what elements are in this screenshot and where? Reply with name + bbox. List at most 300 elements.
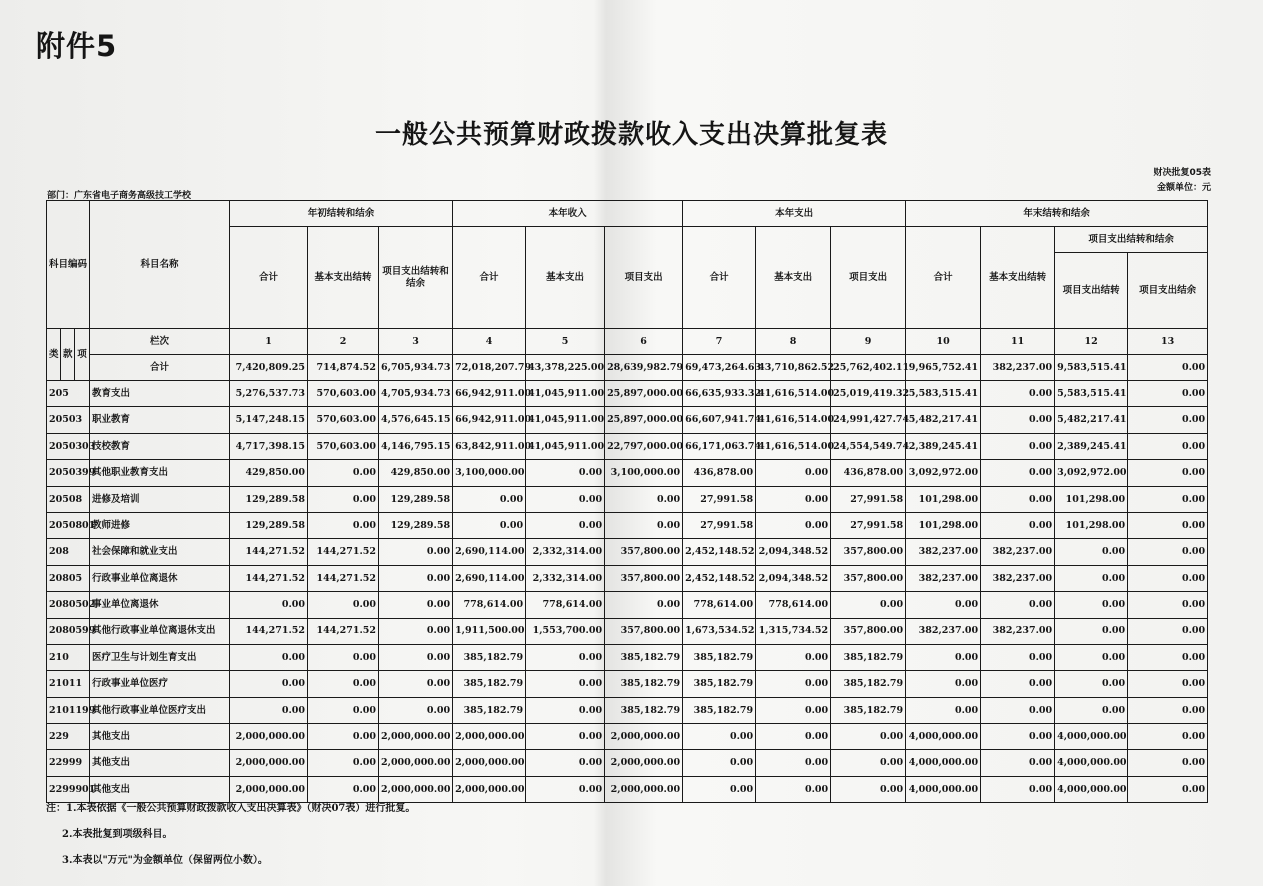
row-value: 0.00: [453, 486, 526, 512]
row-value: 5,482,217.41: [1055, 407, 1128, 433]
row-value: 5,583,515.41: [906, 381, 981, 407]
row-value: 0.00: [906, 644, 981, 670]
row-code: 2101199: [47, 697, 90, 723]
row-value: 0.00: [981, 776, 1055, 802]
row-value: 0.00: [981, 750, 1055, 776]
row-value: 129,289.58: [379, 486, 453, 512]
row-value: 778,614.00: [756, 592, 831, 618]
row-value: 0.00: [230, 697, 308, 723]
row-value: 0.00: [1055, 565, 1128, 591]
col-header-12: 项目支出结转: [1055, 253, 1128, 329]
col-header-7: 合计: [683, 227, 756, 329]
row-code: 210: [47, 644, 90, 670]
total-value: 0.00: [1128, 355, 1208, 381]
row-value: 0.00: [526, 671, 605, 697]
row-value: 2,389,245.41: [1055, 433, 1128, 459]
row-value: 41,045,911.00: [526, 381, 605, 407]
row-value: 385,182.79: [831, 671, 906, 697]
row-value: 0.00: [526, 697, 605, 723]
row-value: 5,276,537.73: [230, 381, 308, 407]
row-value: 0.00: [526, 776, 605, 802]
row-value: 2,000,000.00: [379, 750, 453, 776]
row-value: 0.00: [981, 433, 1055, 459]
row-value: 0.00: [308, 750, 379, 776]
row-value: 382,237.00: [981, 539, 1055, 565]
row-value: 570,603.00: [308, 381, 379, 407]
row-value: 570,603.00: [308, 407, 379, 433]
col-header-11: 基本支出结转: [981, 227, 1055, 329]
row-value: 5,482,217.41: [906, 407, 981, 433]
department-label: 部门：广东省电子商务高级技工学校: [47, 191, 192, 201]
column-number-row: [47, 329, 1208, 355]
row-value: 22,797,000.00: [605, 433, 683, 459]
row-value: 2,000,000.00: [453, 724, 526, 750]
row-value: 0.00: [230, 644, 308, 670]
row-name: 教育支出: [90, 381, 230, 407]
row-code: 229: [47, 724, 90, 750]
row-value: 0.00: [683, 724, 756, 750]
table-row: [47, 618, 1208, 644]
row-value: 385,182.79: [683, 671, 756, 697]
row-name: 其他支出: [90, 750, 230, 776]
row-value: 0.00: [1055, 618, 1128, 644]
row-value: 0.00: [1128, 776, 1208, 802]
row-value: 0.00: [1055, 592, 1128, 618]
row-value: 0.00: [831, 592, 906, 618]
row-value: 0.00: [526, 750, 605, 776]
row-value: 101,298.00: [1055, 512, 1128, 538]
total-value: 9,965,752.41: [906, 355, 981, 381]
row-value: 0.00: [756, 776, 831, 802]
col-number: 9: [831, 329, 906, 355]
row-value: 0.00: [1128, 433, 1208, 459]
total-row: [47, 355, 1208, 381]
row-value: 0.00: [379, 539, 453, 565]
col-header-8: 基本支出: [756, 227, 831, 329]
row-value: 0.00: [981, 644, 1055, 670]
row-value: 0.00: [230, 592, 308, 618]
row-value: 66,171,063.74: [683, 433, 756, 459]
row-name: 技校教育: [90, 433, 230, 459]
row-value: 0.00: [981, 697, 1055, 723]
row-value: 2,332,314.00: [526, 565, 605, 591]
row-value: 0.00: [683, 750, 756, 776]
row-code: 2050303: [47, 433, 90, 459]
row-value: 0.00: [308, 486, 379, 512]
row-value: 2,000,000.00: [379, 776, 453, 802]
row-value: 385,182.79: [453, 671, 526, 697]
table-row: [47, 460, 1208, 486]
row-value: 4,705,934.73: [379, 381, 453, 407]
row-value: 41,616,514.00: [756, 381, 831, 407]
row-value: 2,332,314.00: [526, 539, 605, 565]
row-value: 4,000,000.00: [906, 776, 981, 802]
row-value: 0.00: [308, 697, 379, 723]
row-value: 0.00: [1055, 671, 1128, 697]
row-value: 429,850.00: [230, 460, 308, 486]
row-value: 144,271.52: [230, 618, 308, 644]
row-value: 2,389,245.41: [906, 433, 981, 459]
row-value: 0.00: [308, 512, 379, 538]
row-value: 0.00: [756, 724, 831, 750]
row-value: 4,000,000.00: [1055, 776, 1128, 802]
row-value: 5,147,248.15: [230, 407, 308, 433]
row-value: 0.00: [756, 486, 831, 512]
col-header-9: 项目支出: [831, 227, 906, 329]
total-value: 7,420,809.25: [230, 355, 308, 381]
row-value: 0.00: [831, 724, 906, 750]
row-value: 1,315,734.52: [756, 618, 831, 644]
row-value: 0.00: [379, 618, 453, 644]
group-header-1: 本年收入: [453, 201, 683, 227]
project-balance-group-header: 项目支出结转和结余: [1055, 227, 1208, 253]
row-value: 0.00: [981, 407, 1055, 433]
row-value: 41,045,911.00: [526, 407, 605, 433]
row-code: 22999: [47, 750, 90, 776]
row-value: 0.00: [1128, 539, 1208, 565]
row-value: 2,452,148.52: [683, 539, 756, 565]
row-value: 382,237.00: [906, 539, 981, 565]
row-value: 357,800.00: [605, 565, 683, 591]
row-value: 0.00: [605, 486, 683, 512]
row-value: 0.00: [379, 592, 453, 618]
row-value: 0.00: [756, 512, 831, 538]
row-value: 0.00: [605, 512, 683, 538]
row-value: 2,000,000.00: [379, 724, 453, 750]
total-value: 43,710,862.52: [756, 355, 831, 381]
row-value: 778,614.00: [526, 592, 605, 618]
row-value: 0.00: [526, 486, 605, 512]
row-code: 20503: [47, 407, 90, 433]
code-part-class: 类: [47, 329, 61, 381]
amount-unit: 金额单位：元: [1156, 183, 1211, 193]
row-value: 0.00: [1128, 407, 1208, 433]
row-code: 2080599: [47, 618, 90, 644]
row-value: 129,289.58: [230, 486, 308, 512]
row-value: 1,553,700.00: [526, 618, 605, 644]
row-value: 570,603.00: [308, 433, 379, 459]
row-value: 0.00: [756, 671, 831, 697]
row-value: 0.00: [683, 776, 756, 802]
col-header-10: 合计: [906, 227, 981, 329]
row-name: 其他行政事业单位离退休支出: [90, 618, 230, 644]
row-value: 778,614.00: [683, 592, 756, 618]
row-value: 0.00: [981, 671, 1055, 697]
row-value: 0.00: [756, 697, 831, 723]
row-value: 385,182.79: [683, 697, 756, 723]
row-value: 2,690,114.00: [453, 539, 526, 565]
row-value: 24,554,549.74: [831, 433, 906, 459]
row-value: 4,000,000.00: [906, 724, 981, 750]
row-value: 25,019,419.32: [831, 381, 906, 407]
row-value: 357,800.00: [831, 565, 906, 591]
row-name: 行政事业单位医疗: [90, 671, 230, 697]
row-value: 2,000,000.00: [605, 750, 683, 776]
col-header-6: 项目支出: [605, 227, 683, 329]
row-value: 0.00: [981, 486, 1055, 512]
row-value: 0.00: [453, 512, 526, 538]
form-number: 财决批复05表: [1153, 168, 1211, 178]
total-value: 6,705,934.73: [379, 355, 453, 381]
header-row-groups: [47, 201, 1208, 227]
col-header-4: 合计: [453, 227, 526, 329]
row-value: 0.00: [605, 592, 683, 618]
table-row: [47, 486, 1208, 512]
row-name: 社会保障和就业支出: [90, 539, 230, 565]
row-name: 事业单位离退休: [90, 592, 230, 618]
row-code: 2299901: [47, 776, 90, 802]
col-number: 5: [526, 329, 605, 355]
row-value: 4,717,398.15: [230, 433, 308, 459]
table-row: [47, 539, 1208, 565]
row-value: 2,690,114.00: [453, 565, 526, 591]
row-value: 66,607,941.74: [683, 407, 756, 433]
row-value: 0.00: [308, 671, 379, 697]
row-value: 0.00: [379, 565, 453, 591]
row-value: 357,800.00: [605, 618, 683, 644]
row-value: 5,583,515.41: [1055, 381, 1128, 407]
row-value: 66,942,911.00: [453, 381, 526, 407]
row-value: 436,878.00: [831, 460, 906, 486]
row-value: 2,094,348.52: [756, 539, 831, 565]
col-number: 3: [379, 329, 453, 355]
row-value: 0.00: [756, 750, 831, 776]
total-value: 714,874.52: [308, 355, 379, 381]
row-value: 144,271.52: [308, 565, 379, 591]
total-value: 25,762,402.11: [831, 355, 906, 381]
total-value: 9,583,515.41: [1055, 355, 1128, 381]
total-label: 合计: [90, 355, 230, 381]
row-code: 208: [47, 539, 90, 565]
col-number: 4: [453, 329, 526, 355]
row-value: 0.00: [526, 460, 605, 486]
row-value: 0.00: [906, 697, 981, 723]
col-number: 8: [756, 329, 831, 355]
col-number: 12: [1055, 329, 1128, 355]
row-value: 0.00: [1128, 724, 1208, 750]
row-name: 进修及培训: [90, 486, 230, 512]
row-code: 20508: [47, 486, 90, 512]
table-row: [47, 697, 1208, 723]
row-code: 20805: [47, 565, 90, 591]
row-value: 0.00: [906, 671, 981, 697]
row-value: 357,800.00: [831, 539, 906, 565]
row-code: 21011: [47, 671, 90, 697]
row-value: 0.00: [1128, 512, 1208, 538]
row-value: 0.00: [1128, 592, 1208, 618]
row-value: 101,298.00: [906, 512, 981, 538]
row-value: 0.00: [308, 776, 379, 802]
row-value: 129,289.58: [230, 512, 308, 538]
table-body: [47, 381, 1208, 803]
row-value: 27,991.58: [831, 486, 906, 512]
col-number: 11: [981, 329, 1055, 355]
row-value: 0.00: [379, 671, 453, 697]
footnotes: [46, 796, 415, 874]
row-value: 2,094,348.52: [756, 565, 831, 591]
row-value: 129,289.58: [379, 512, 453, 538]
row-value: 0.00: [756, 644, 831, 670]
row-value: 385,182.79: [605, 644, 683, 670]
table-row: [47, 407, 1208, 433]
row-value: 0.00: [308, 644, 379, 670]
row-name: 其他行政事业单位医疗支出: [90, 697, 230, 723]
table-row: [47, 724, 1208, 750]
code-part-section: 款: [61, 329, 75, 381]
row-value: 3,100,000.00: [453, 460, 526, 486]
row-value: 4,000,000.00: [1055, 750, 1128, 776]
row-code: 2050399: [47, 460, 90, 486]
row-value: 25,897,000.00: [605, 407, 683, 433]
total-value: 382,237.00: [981, 355, 1055, 381]
row-value: 0.00: [379, 697, 453, 723]
row-value: 0.00: [1128, 671, 1208, 697]
table-row: [47, 433, 1208, 459]
row-value: 0.00: [1128, 644, 1208, 670]
row-value: 27,991.58: [683, 512, 756, 538]
total-value: 72,018,207.79: [453, 355, 526, 381]
approval-table: [46, 200, 1208, 803]
row-code: 2050801: [47, 512, 90, 538]
row-value: 385,182.79: [605, 697, 683, 723]
col-header-3: 项目支出结转和结余: [379, 227, 453, 329]
row-value: 385,182.79: [453, 644, 526, 670]
table-row: [47, 671, 1208, 697]
row-value: 66,635,933.32: [683, 381, 756, 407]
row-value: 0.00: [756, 460, 831, 486]
total-value: 69,473,264.63: [683, 355, 756, 381]
row-value: 2,000,000.00: [230, 750, 308, 776]
row-value: 25,897,000.00: [605, 381, 683, 407]
group-header-0: 年初结转和结余: [230, 201, 453, 227]
name-col-header: 科目名称: [90, 201, 230, 329]
row-value: 2,000,000.00: [230, 724, 308, 750]
row-value: 0.00: [831, 776, 906, 802]
row-value: 385,182.79: [831, 697, 906, 723]
table-row: [47, 644, 1208, 670]
row-value: 382,237.00: [906, 618, 981, 644]
row-value: 2,000,000.00: [605, 724, 683, 750]
col-header-5: 基本支出: [526, 227, 605, 329]
row-value: 2,000,000.00: [453, 750, 526, 776]
col-number: 6: [605, 329, 683, 355]
row-value: 63,842,911.00: [453, 433, 526, 459]
row-value: 4,000,000.00: [906, 750, 981, 776]
row-value: 0.00: [308, 592, 379, 618]
row-value: 0.00: [1055, 644, 1128, 670]
row-value: 144,271.52: [308, 539, 379, 565]
row-value: 0.00: [1128, 460, 1208, 486]
row-value: 27,991.58: [683, 486, 756, 512]
row-value: 0.00: [526, 724, 605, 750]
table-row: [47, 750, 1208, 776]
col-number: 2: [308, 329, 379, 355]
row-value: 41,616,514.00: [756, 407, 831, 433]
row-value: 0.00: [831, 750, 906, 776]
row-value: 2,000,000.00: [605, 776, 683, 802]
row-index-label: 栏次: [90, 329, 230, 355]
row-value: 0.00: [230, 671, 308, 697]
row-value: 429,850.00: [379, 460, 453, 486]
row-value: 0.00: [1128, 565, 1208, 591]
row-name: 教师进修: [90, 512, 230, 538]
row-value: 382,237.00: [981, 565, 1055, 591]
row-value: 3,092,972.00: [1055, 460, 1128, 486]
row-value: 0.00: [1128, 697, 1208, 723]
footnote-2: 2.本表批复到项级科目。: [62, 829, 173, 840]
table-row: [47, 512, 1208, 538]
row-value: 0.00: [1128, 381, 1208, 407]
row-name: 医疗卫生与计划生育支出: [90, 644, 230, 670]
row-value: 2,000,000.00: [230, 776, 308, 802]
table-row: [47, 565, 1208, 591]
row-value: 0.00: [1055, 697, 1128, 723]
footnote-1: 注：1.本表依据《一般公共预算财政拨款收入支出决算表》（财决07表）进行批复。: [46, 803, 416, 814]
row-value: 4,146,795.15: [379, 433, 453, 459]
row-value: 0.00: [981, 592, 1055, 618]
row-value: 4,000,000.00: [1055, 724, 1128, 750]
table-row: [47, 592, 1208, 618]
row-value: 24,991,427.74: [831, 407, 906, 433]
col-number: 7: [683, 329, 756, 355]
footnote-3: 3.本表以"万元"为金额单位（保留两位小数）。: [62, 855, 268, 866]
col-header-1: 合计: [230, 227, 308, 329]
col-number: 13: [1128, 329, 1208, 355]
row-value: 385,182.79: [453, 697, 526, 723]
row-value: 0.00: [906, 592, 981, 618]
row-value: 144,271.52: [308, 618, 379, 644]
row-value: 0.00: [308, 460, 379, 486]
row-value: 357,800.00: [605, 539, 683, 565]
row-value: 3,100,000.00: [605, 460, 683, 486]
row-name: 其他职业教育支出: [90, 460, 230, 486]
row-value: 357,800.00: [831, 618, 906, 644]
total-value: 43,378,225.00: [526, 355, 605, 381]
row-value: 4,576,645.15: [379, 407, 453, 433]
row-value: 0.00: [1128, 618, 1208, 644]
row-name: 职业教育: [90, 407, 230, 433]
row-value: 1,673,534.52: [683, 618, 756, 644]
total-value: 28,639,982.79: [605, 355, 683, 381]
row-value: 101,298.00: [1055, 486, 1128, 512]
row-value: 0.00: [308, 724, 379, 750]
row-value: 3,092,972.00: [906, 460, 981, 486]
row-value: 0.00: [526, 644, 605, 670]
row-value: 2,000,000.00: [453, 776, 526, 802]
row-value: 0.00: [981, 381, 1055, 407]
row-value: 0.00: [379, 644, 453, 670]
page-title: 一般公共预算财政拨款收入支出决算批复表: [374, 120, 888, 150]
row-value: 385,182.79: [605, 671, 683, 697]
col-header-2: 基本支出结转: [308, 227, 379, 329]
row-value: 385,182.79: [831, 644, 906, 670]
row-value: 0.00: [526, 512, 605, 538]
row-value: 436,878.00: [683, 460, 756, 486]
row-value: 0.00: [981, 724, 1055, 750]
row-value: 66,942,911.00: [453, 407, 526, 433]
row-value: 0.00: [981, 460, 1055, 486]
row-value: 27,991.58: [831, 512, 906, 538]
code-part-item: 项: [75, 329, 90, 381]
row-value: 0.00: [1128, 486, 1208, 512]
row-name: 其他支出: [90, 776, 230, 802]
row-value: 0.00: [1128, 750, 1208, 776]
row-value: 385,182.79: [683, 644, 756, 670]
row-value: 0.00: [981, 512, 1055, 538]
row-value: 778,614.00: [453, 592, 526, 618]
col-number: 10: [906, 329, 981, 355]
row-name: 其他支出: [90, 724, 230, 750]
